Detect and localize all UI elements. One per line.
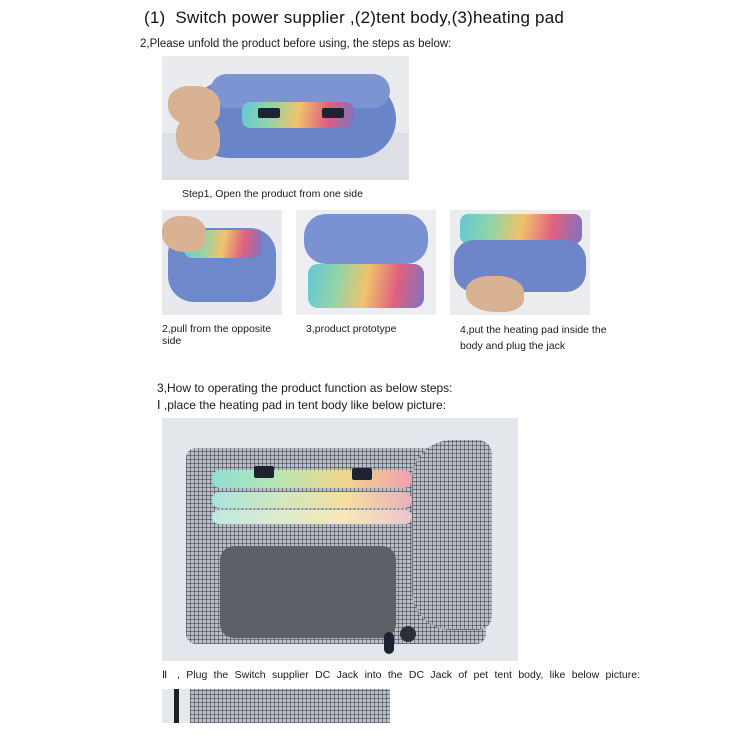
photo-dc-jack-closeup [162,689,390,723]
caption-pull-opposite-side: 2,pull from the opposite side [162,323,272,347]
photo-product-prototype [296,210,436,315]
photo-unfold-step1-content [162,56,409,180]
title-text: Switch power supplier ,(2)tent body,(3)heating pad [175,8,565,27]
section3-text [157,381,726,412]
photo-insert-heating-pad [450,210,590,315]
caption-plug-dc-jack: Ⅱ , Plug the Switch supplier DC Jack into the DC Jack of pet tent body, like below picture: [162,668,640,681]
photo-row-captions [162,323,726,355]
photo-pull-opposite-side [162,210,282,315]
caption-insert-heating-pad: 4,put the heating pad inside the body and plug the jack [460,324,607,352]
caption-step1: Step1, Open the product from one side [182,188,363,200]
title-number: (1) [144,8,166,27]
step2-instruction: 2,Please unfold the product before using, the steps as below: [140,38,452,50]
photo-assembled-tent [162,418,518,661]
caption-product-prototype: 3,product prototype [306,323,397,335]
section3-line2: Ⅰ ,place the heating pad in tent body like below picture: [157,397,447,412]
photo-unfold-step1 [162,56,409,180]
section3-line1: 3,How to operating the product function as below steps: [157,380,453,395]
page-title [144,8,726,28]
photo-row [162,210,726,315]
